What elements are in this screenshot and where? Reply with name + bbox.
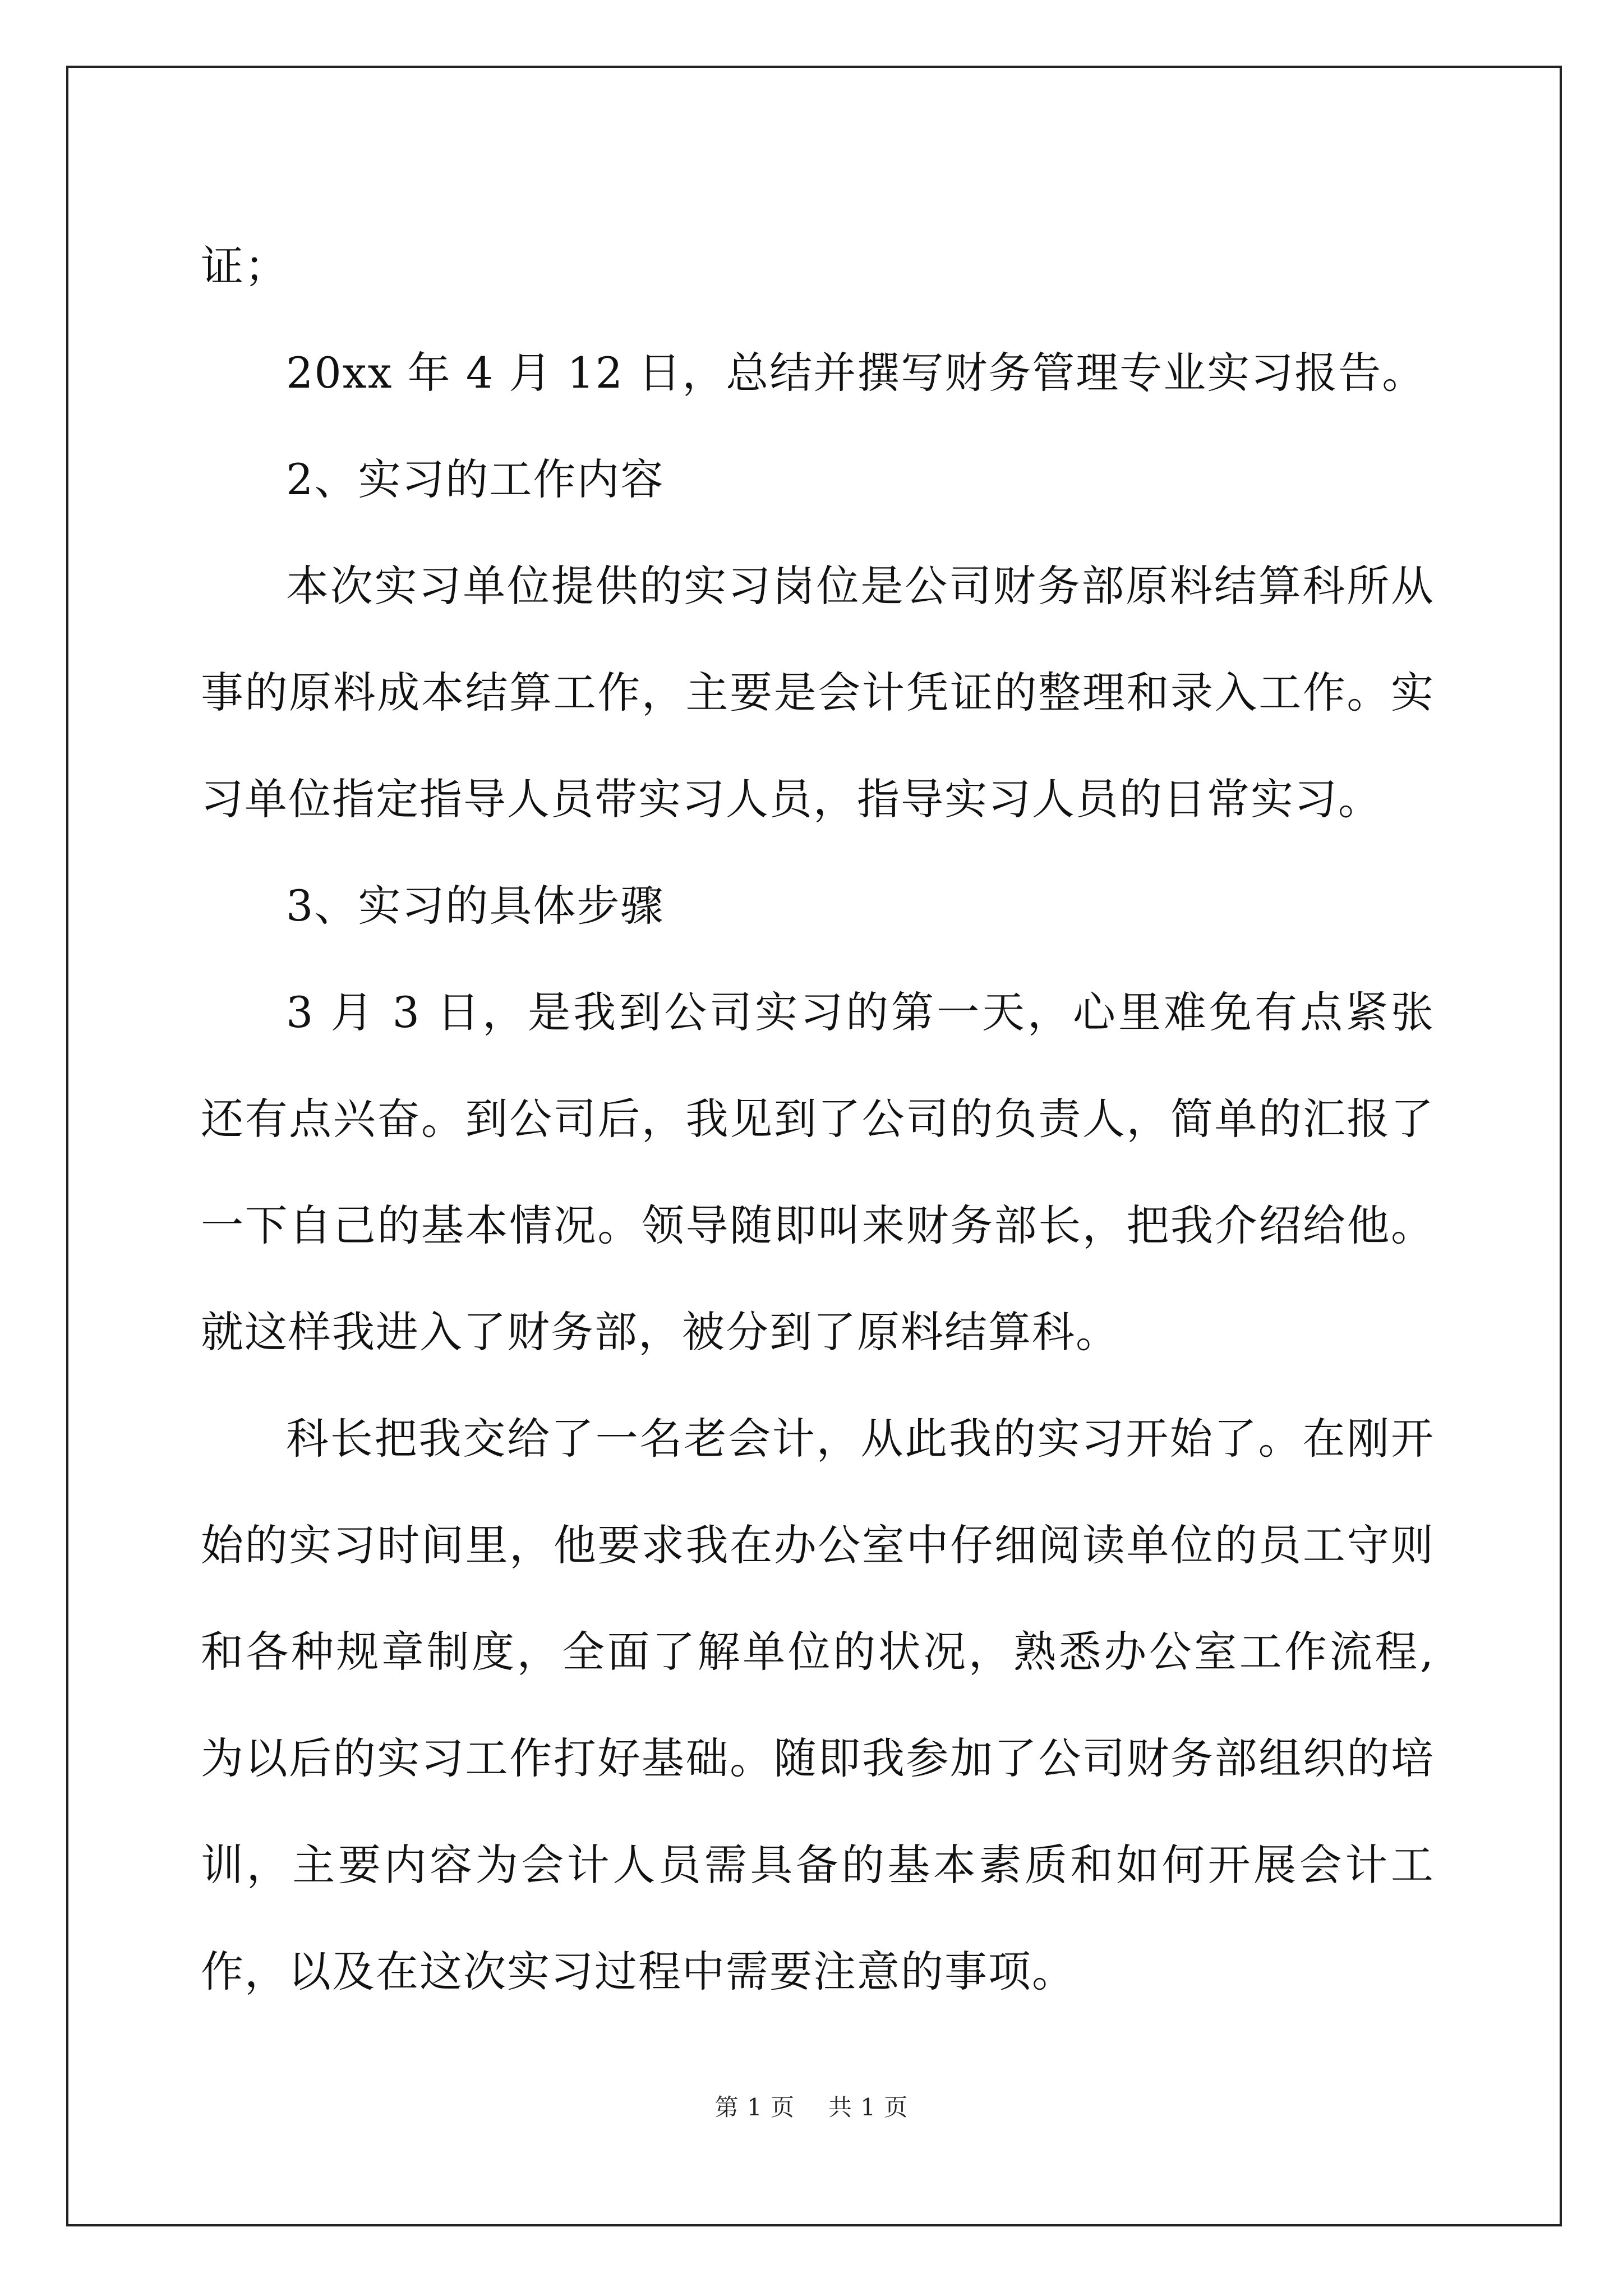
page-number-current: 第 1 页 bbox=[714, 2093, 795, 2121]
paragraph-work-content: 本次实习单位提供的实习岗位是公司财务部原料结算科所从事的原料成本结算工作，主要是会计凭证的整理和录入工作。实习单位指定指导人员带实习人员，指导实习人员的日常实习。 bbox=[201, 561, 1435, 824]
section-heading-work-content: 2、实习的工作内容 bbox=[286, 454, 665, 504]
page-footer bbox=[0, 2091, 1623, 2124]
section-heading-steps: 3、实习的具体步骤 bbox=[286, 881, 665, 931]
paragraph-first-day: 3 月 3 日，是我到公司实习的第一天，心里难免有点紧张还有点兴奋。到公司后，我见到了公司的负责人，简单的汇报了一下自己的基本情况。领导随即叫来财务部长，把我介绍给他。就这样我进入了财务部，被分到了原料结算科。 bbox=[201, 987, 1435, 1357]
paragraph-continuation: 证； bbox=[201, 241, 288, 291]
paragraph-date-report: 20xx 年 4 月 12 日，总结并撰写财务管理专业实习报告。 bbox=[286, 348, 1426, 398]
paragraph-training: 科长把我交给了一名老会计，从此我的实习开始了。在刚开始的实习时间里，他要求我在办公室中仔细阅读单位的员工守则和各种规章制度，全面了解单位的状况，熟悉办公室工作流程,为以后的实习工作打好基础。随即我参加了公司财务部组织的培训，主要内容为会计人员需具备的基本素质和如何开展会计工作，以及在这次实习过程中需要注意的事项。 bbox=[201, 1414, 1435, 1996]
page-number-total: 共 1 页 bbox=[828, 2093, 909, 2121]
document-body bbox=[201, 213, 1435, 2025]
